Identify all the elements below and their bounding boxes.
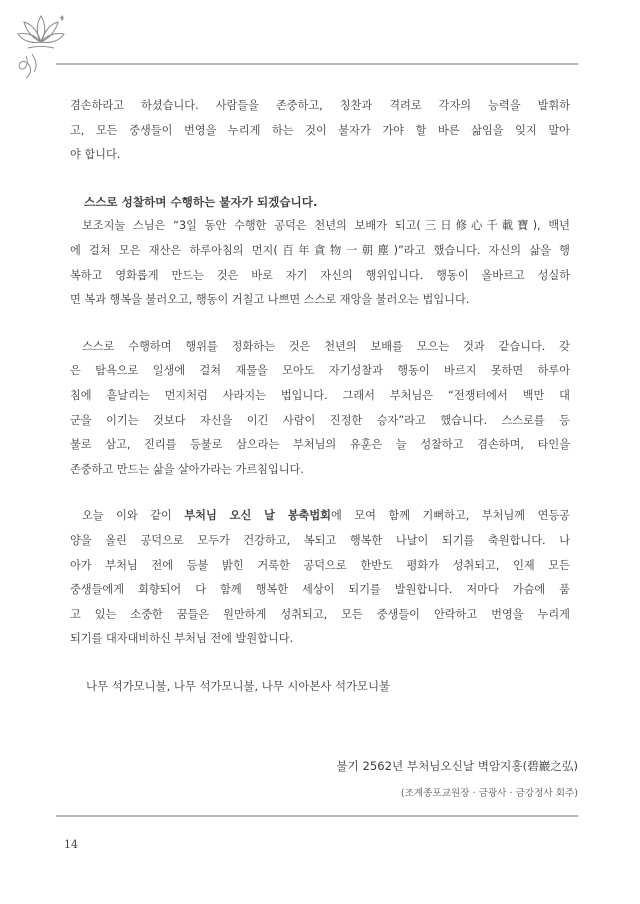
text-span: 오늘 이와 같이: [82, 509, 185, 523]
text-line: 불로 삼고, 진리를 등불로 삼으라는 부처님의 유훈은 늘 성찰하고 겸손하며, 타인을: [70, 438, 570, 452]
text-line: 존중하고 만드는 삶을 살아가라는 가르침입니다.: [70, 462, 304, 476]
text-span: 에 모여 함께 기뻐하고, 부처님께 연등공: [330, 509, 570, 523]
text-line: 되기를 대자대비하신 부처님 전에 발원합니다.: [70, 632, 294, 646]
affiliation: (조계종포교원장 · 금광사 · 금강정사 회주): [400, 788, 578, 799]
text-line: 고, 모든 중생들이 번영을 누리게 하는 것이 불자가 가야 할 바른 삶임을 잊지 말아: [70, 123, 570, 137]
section-heading: 스스로 성찰하며 수행하는 불자가 되겠습니다.: [84, 194, 318, 209]
text-line: 에 걸쳐 모은 재산은 하루아침의 먼지(百年貪物一朝塵)”라고 했습니다. 자신의 삶을 행: [70, 243, 570, 257]
text-line: [70, 504, 570, 529]
text-line: 군을 이기는 것보다 자신을 이긴 사람이 진정한 승자”라고 했습니다. 스스로를 등: [70, 413, 570, 427]
chant-line: 나무 석가모니불, 나무 석가모니불, 나무 시아본사 석가모니불: [86, 678, 391, 693]
text-line: 면 복과 행복을 불러오고, 행동이 거칠고 나쁘면 스스로 재앙을 불러오는 법입니다.: [70, 293, 470, 307]
text-line: 보조지눌 스님은 “3일 동안 수행한 공덕은 천년의 보배가 되고(三日修心千載寶), 백년: [82, 219, 570, 233]
body-text: [70, 94, 570, 698]
text-line: 은 탐욕으로 일생에 걸쳐 재물을 모아도 자기성찰과 행동이 바르지 못하면 하루아: [70, 364, 570, 378]
text-line: 양을 올린 공덕으로 모두가 건강하고, 복되고 행복한 나날이 되기를 축원합니다. 나: [70, 533, 570, 547]
signature: 불기 2562년 부처님오신날 벽암지홍(碧巖之弘): [336, 759, 578, 773]
top-rule: [56, 63, 578, 65]
lotus-ornament-icon: [14, 12, 68, 82]
text-line: 스스로 수행하며 행위를 정화하는 것은 천년의 보배를 모으는 것과 같습니다. 갖: [82, 339, 570, 353]
text-line: 아가 부처님 전에 등불 밝힌 거룩한 공덕으로 한반도 평화가 성취되고, 인제 모든: [70, 558, 570, 572]
text-line: 야 합니다.: [70, 148, 121, 162]
text-line: 겸손하라고 하셨습니다. 사람들을 존중하고, 칭찬과 격려로 각자의 능력을 발휘하: [70, 99, 570, 112]
bottom-rule: [56, 815, 578, 817]
text-line: 침에 흩날리는 먼지처럼 사라지는 법입니다. 그래서 부처님은 “전쟁터에서 백만 대: [70, 388, 570, 402]
text-line: 중생들에게 회향되어 다 함께 행복한 세상이 되기를 발원합니다. 저마다 가슴에 품: [70, 583, 570, 597]
text-line: 복하고 영화롭게 만드는 것은 바로 자기 자신의 행위입니다. 행동이 올바르고 성실하: [70, 268, 570, 282]
text-line: 고 있는 소중한 꿈들은 원만하게 성취되고, 모든 중생들이 안락하고 번영을 누리게: [70, 607, 570, 621]
page-number: 14: [64, 838, 78, 851]
event-name: 부처님 오신 날 봉축법회: [184, 509, 331, 523]
